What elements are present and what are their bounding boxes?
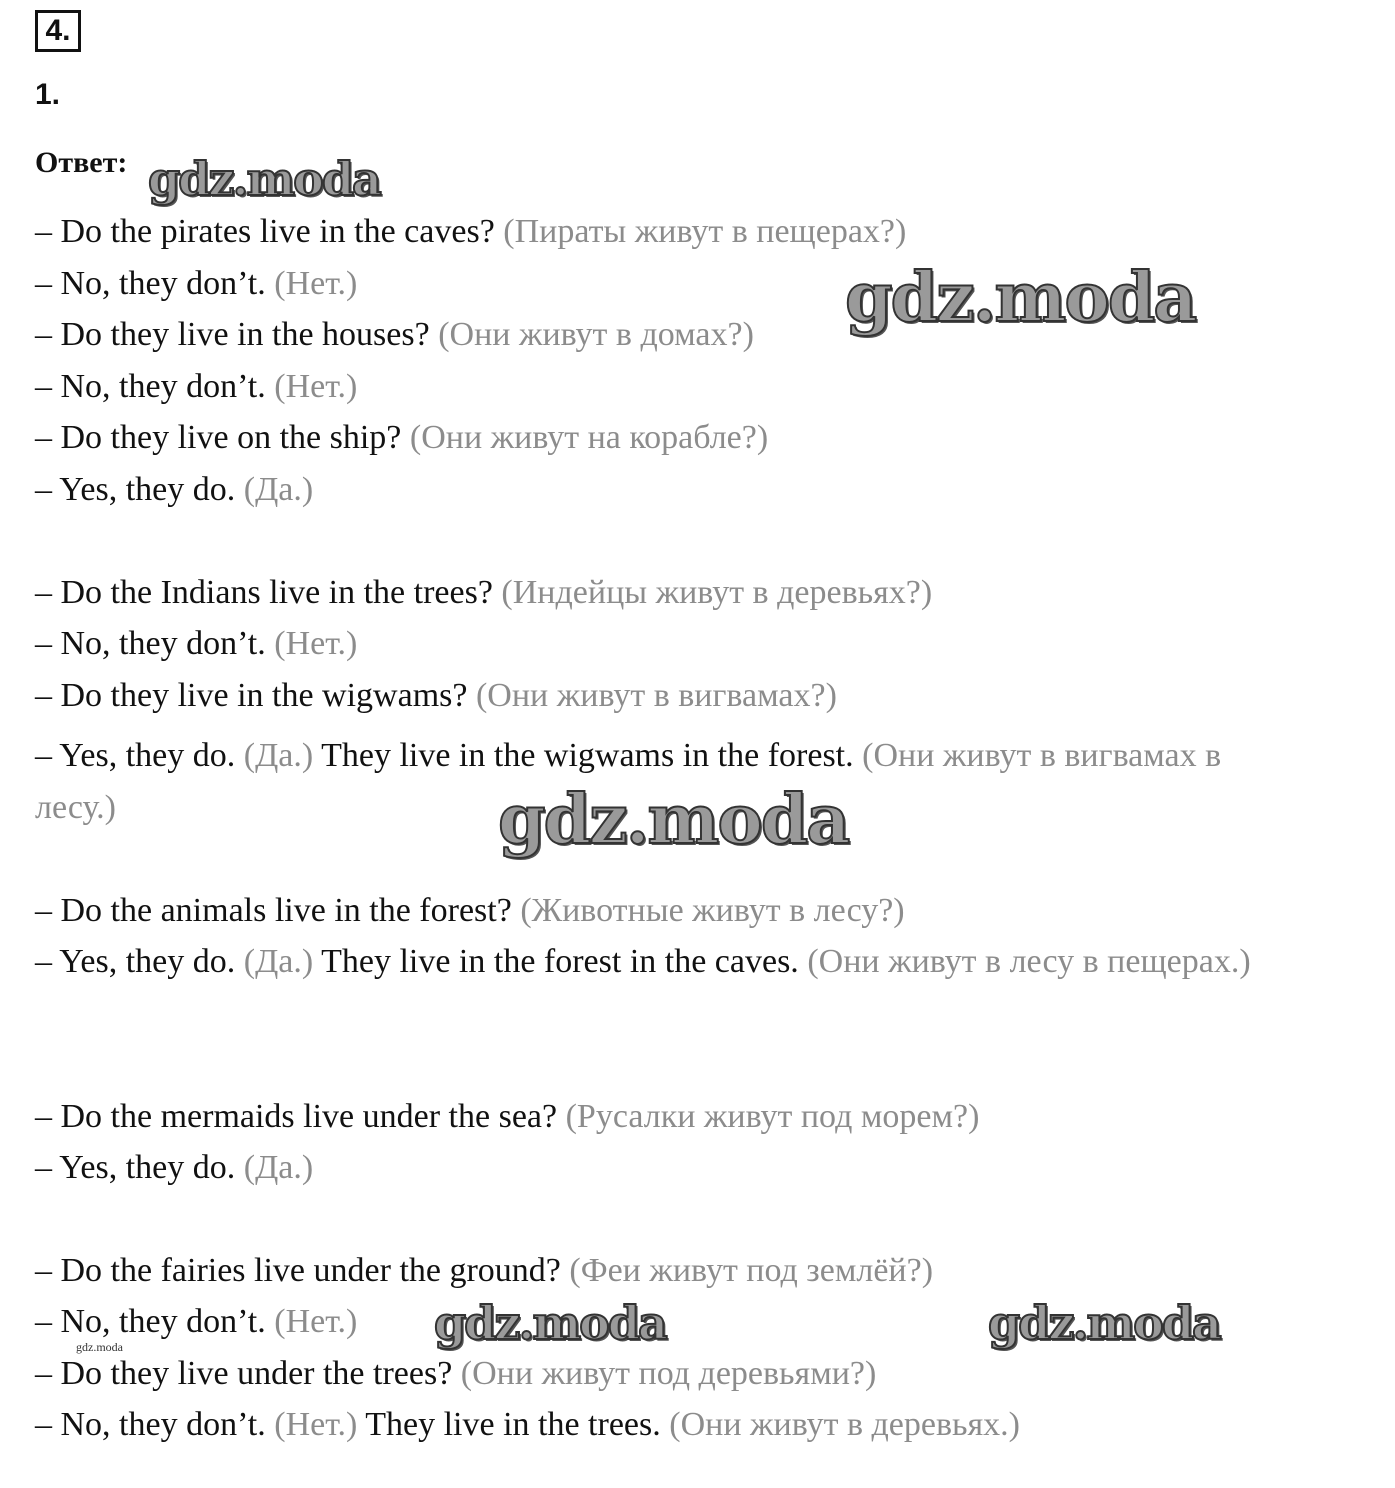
watermark: gdz.moda xyxy=(434,1296,666,1350)
translation-text: (Они живут под деревьями?) xyxy=(460,1355,877,1392)
translation-text: (Нет.) xyxy=(274,368,358,405)
translation-text: (Они живут в вигвамах?) xyxy=(475,677,837,714)
watermark: gdz.moda xyxy=(988,1296,1220,1350)
watermark: gdz.moda xyxy=(148,152,380,206)
dialogue-line xyxy=(35,1302,357,1342)
exercise-number: 1. xyxy=(35,78,61,111)
watermark: gdz.moda xyxy=(845,258,1196,338)
translation-text: (Феи живут под землёй?) xyxy=(569,1252,934,1289)
english-text: – Yes, they do. xyxy=(35,471,236,508)
english-text: – No, they don’t. xyxy=(35,265,266,302)
dialogue-line xyxy=(35,936,1275,988)
english-text: – Do they live in the houses? xyxy=(35,316,430,353)
dialogue-line xyxy=(35,1251,933,1291)
task-number-box xyxy=(35,10,81,52)
english-text: – Do the fairies live under the ground? xyxy=(35,1252,561,1289)
english-text: They live in the wigwams in the forest. xyxy=(321,737,854,774)
translation-text: (Да.) xyxy=(243,943,314,980)
translation-text: (Нет.) xyxy=(274,1406,358,1443)
english-text: They live in the trees. xyxy=(365,1406,661,1443)
translation-text: (Они живут в лесу в пещерах.) xyxy=(807,943,1251,980)
english-text: – No, they don’t. xyxy=(35,368,266,405)
dialogue-line xyxy=(35,891,905,931)
watermark: gdz.moda xyxy=(498,780,849,860)
watermark-small: gdz.moda xyxy=(76,1340,123,1354)
english-text: – Do they live on the ship? xyxy=(35,419,402,456)
task-number: 4. xyxy=(45,14,71,47)
english-text: – Yes, they do. xyxy=(35,737,236,774)
dialogue-line xyxy=(35,264,357,304)
english-text: – Yes, they do. xyxy=(35,1149,236,1186)
dialogue-line xyxy=(35,315,754,355)
english-text: They live in the forest in the caves. xyxy=(321,943,799,980)
english-text: – Do the animals live in the forest? xyxy=(35,892,512,929)
dialogue-line xyxy=(35,470,313,510)
english-text: – No, they don’t. xyxy=(35,625,266,662)
english-text: – Do they live under the trees? xyxy=(35,1355,453,1392)
english-text: – Do the Indians live in the trees? xyxy=(35,574,493,611)
dialogue-line xyxy=(35,1354,876,1394)
translation-text: (Пираты живут в пещерах?) xyxy=(503,213,907,250)
dialogue-line xyxy=(35,1148,313,1188)
translation-text: (Да.) xyxy=(243,737,314,774)
dialogue-line xyxy=(35,367,357,407)
dialogue-line xyxy=(35,418,768,458)
english-text: – Yes, they do. xyxy=(35,943,236,980)
dialogue-line xyxy=(35,573,932,613)
translation-text: (Нет.) xyxy=(274,265,358,302)
translation-text: (Да.) xyxy=(243,471,314,508)
translation-text: (Животные живут в лесу?) xyxy=(520,892,905,929)
translation-text: (Они живут в вигвамах в лесу.) xyxy=(35,737,1222,826)
translation-text: (Русалки живут под морем?) xyxy=(565,1098,980,1135)
english-text: – Do the mermaids live under the sea? xyxy=(35,1098,558,1135)
dialogue-line xyxy=(35,1097,979,1137)
dialogue-line xyxy=(35,624,357,664)
translation-text: (Нет.) xyxy=(274,625,358,662)
translation-text: (Нет.) xyxy=(274,1303,358,1340)
answer-label: Ответ: xyxy=(35,146,128,179)
english-text: – Do they live in the wigwams? xyxy=(35,677,468,714)
dialogue-line xyxy=(35,212,906,252)
english-text: – No, they don’t. xyxy=(35,1303,266,1340)
translation-text: (Индейцы живут в деревьях?) xyxy=(501,574,933,611)
english-text: – No, they don’t. xyxy=(35,1406,266,1443)
english-text: – Do the pirates live in the caves? xyxy=(35,213,495,250)
dialogue-line xyxy=(35,676,837,716)
dialogue-line xyxy=(35,1405,1020,1445)
translation-text: (Они живут в домах?) xyxy=(438,316,754,353)
translation-text: (Они живут на корабле?) xyxy=(409,419,769,456)
translation-text: (Да.) xyxy=(243,1149,314,1186)
translation-text: (Они живут в деревьях.) xyxy=(669,1406,1021,1443)
